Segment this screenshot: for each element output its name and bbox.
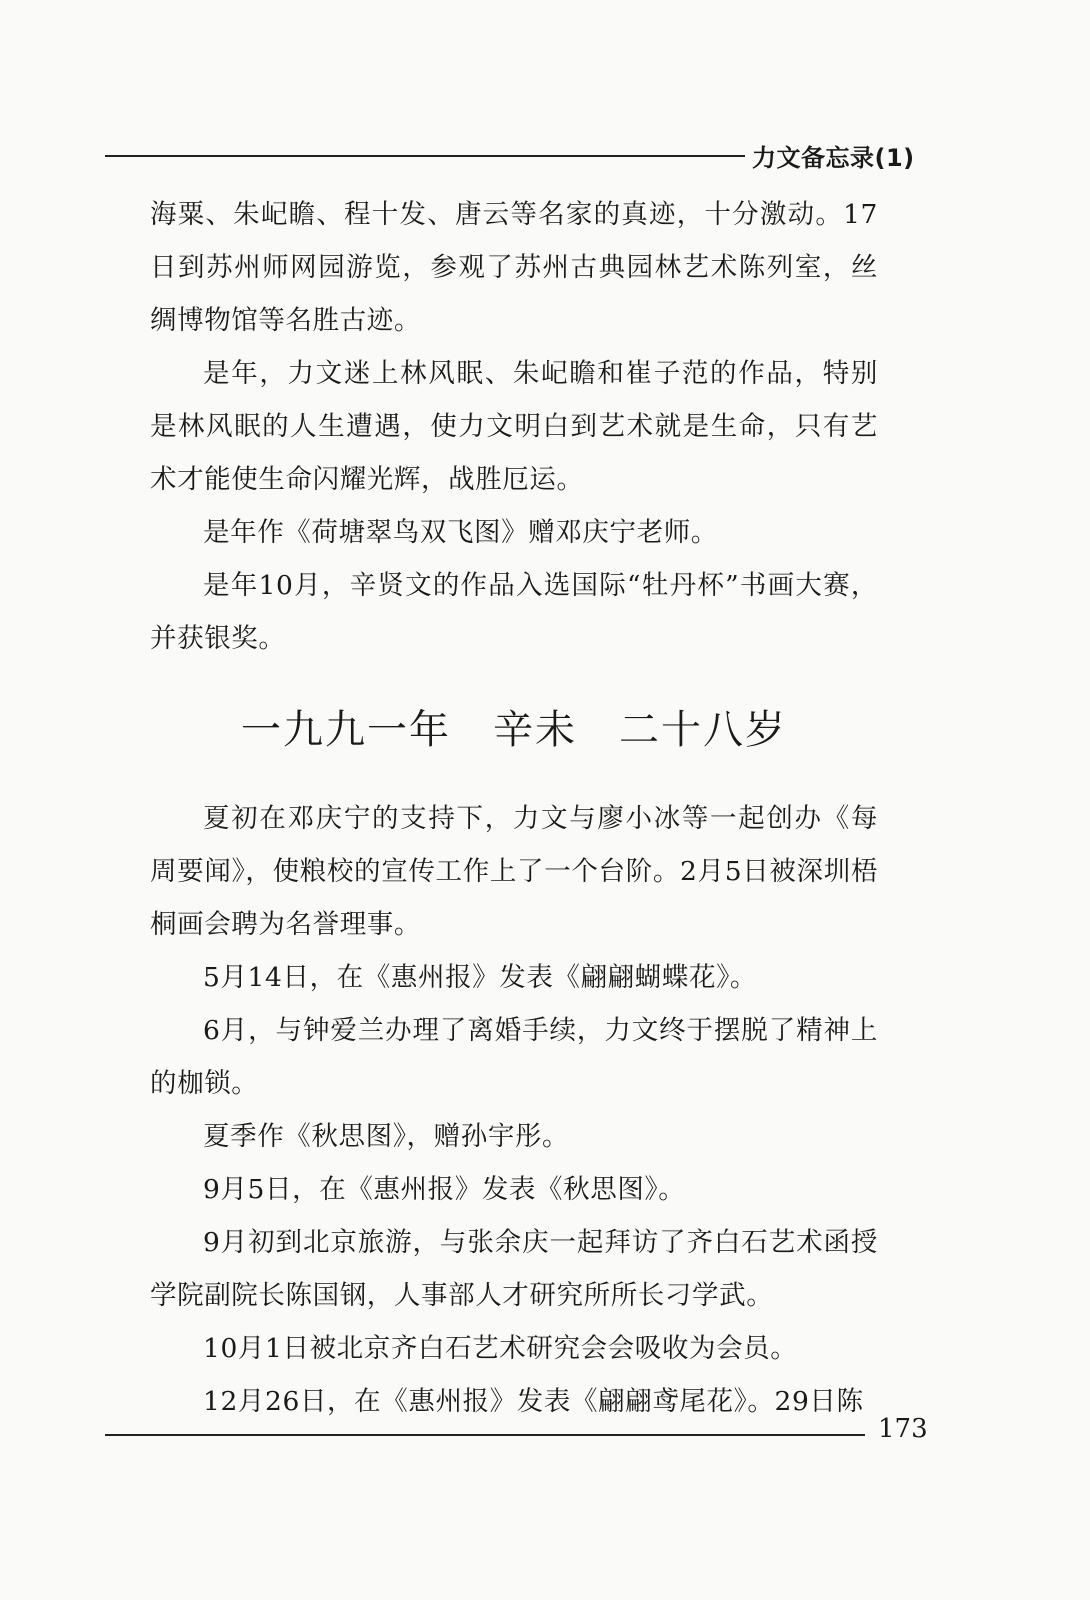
- paragraph: 夏初在邓庆宁的支持下，力文与廖小冰等一起创办《每周要闻》，使粮校的宣传工作上了一个台阶。2月5日被深圳梧桐画会聘为名誉理事。: [150, 803, 878, 940]
- paragraph: 是年，力文迷上林风眠、朱屺瞻和崔子范的作品，特别是林风眠的人生遭遇，使力文明白到艺术就是生命，只有艺术才能使生命闪耀光辉，战胜厄运。: [150, 358, 878, 495]
- body-text-top: [150, 188, 878, 665]
- body-text-bottom: [150, 792, 878, 1428]
- running-head: 力文备忘录(1): [752, 144, 915, 172]
- paragraph: 12月26日，在《惠州报》发表《翩翩鸢尾花》。29日陈: [203, 1386, 864, 1417]
- footer-rule: [105, 1434, 865, 1436]
- header-rule: [105, 155, 745, 157]
- paragraph: 9月初到北京旅游，与张余庆一起拜访了齐白石艺术函授学院副院长陈国钢，人事部人才研究所所长刁学武。: [150, 1227, 878, 1311]
- paragraph: 6月，与钟爱兰办理了离婚手续，力文终于摆脱了精神上的枷锁。: [150, 1015, 878, 1099]
- paragraph: 是年10月，辛贤文的作品入选国际“牡丹杯”书画大赛，并获银奖。: [150, 570, 878, 654]
- paragraph: 9月5日，在《惠州报》发表《秋思图》。: [203, 1174, 686, 1205]
- paragraph: 是年作《荷塘翠鸟双飞图》赠邓庆宁老师。: [203, 517, 718, 548]
- paragraph-continuation: 海粟、朱屺瞻、程十发、唐云等名家的真迹，十分激动。17日到苏州师网园游览，参观了苏州古典园林艺术陈列室，丝绸博物馆等名胜古迹。: [150, 199, 878, 336]
- paragraph: 夏季作《秋思图》，赠孙宇彤。: [203, 1121, 570, 1152]
- paragraph: 5月14日，在《惠州报》发表《翩翩蝴蝶花》。: [203, 962, 758, 993]
- section-title: 一九九一年 辛未 二十八岁: [241, 707, 787, 753]
- paragraph: 10月1日被北京齐白石艺术研究会会吸收为会员。: [203, 1333, 798, 1364]
- page-number: 173: [878, 1414, 928, 1444]
